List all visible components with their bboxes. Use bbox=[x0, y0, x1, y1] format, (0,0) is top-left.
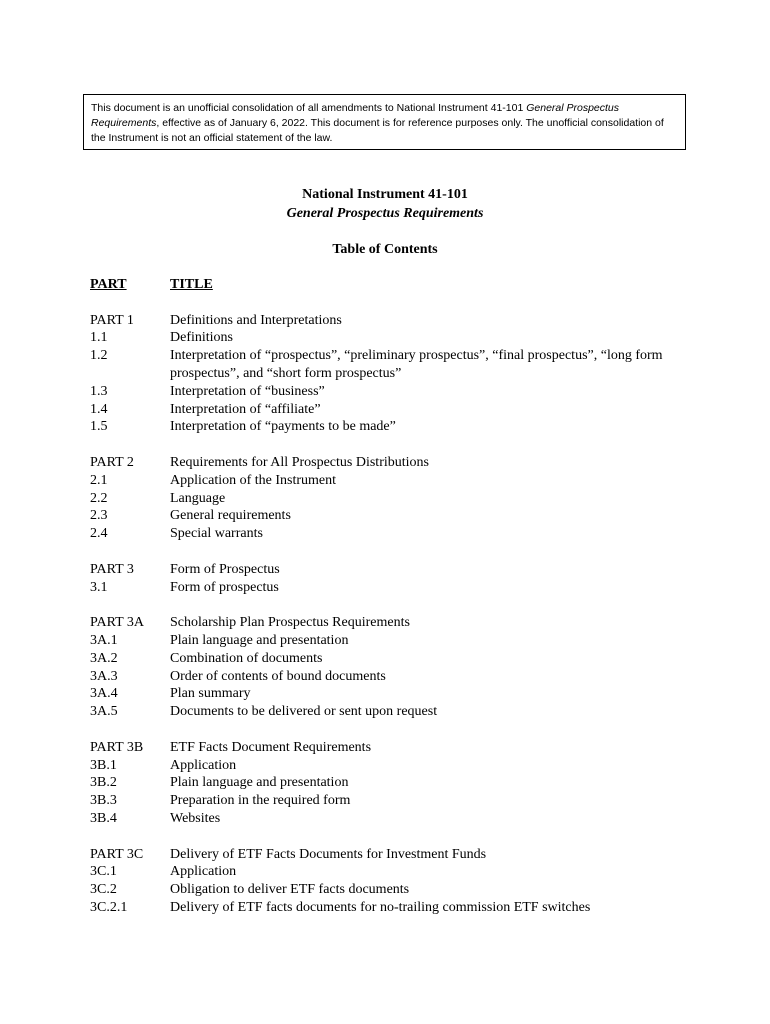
toc-group-spacer bbox=[90, 294, 690, 312]
column-header-title: TITLE bbox=[170, 277, 213, 292]
toc-entry-number: 2.1 bbox=[90, 472, 108, 488]
toc-part-row bbox=[90, 739, 690, 757]
toc-group-spacer bbox=[90, 543, 690, 561]
toc-section-row bbox=[90, 579, 690, 597]
toc-entry-number: PART 2 bbox=[90, 454, 134, 470]
toc-entry-number: 3A.2 bbox=[90, 650, 118, 666]
toc-entry-title: Delivery of ETF facts documents for no-trailing commission ETF switches bbox=[170, 899, 591, 915]
toc-entry-number: 1.1 bbox=[90, 330, 108, 346]
toc-section-row bbox=[90, 774, 690, 792]
toc-entry-number: 1.4 bbox=[90, 401, 108, 417]
toc-section-row bbox=[90, 418, 690, 436]
notice-instrument-name: General Prospectus Requirements bbox=[91, 102, 620, 129]
toc-group-spacer bbox=[90, 436, 690, 454]
toc-group bbox=[90, 614, 690, 721]
toc-entry-title: Obligation to deliver ETF facts documents bbox=[170, 882, 410, 898]
toc-group-spacer bbox=[90, 596, 690, 614]
toc-section-row bbox=[90, 525, 690, 543]
toc-entry-title: Application bbox=[170, 757, 237, 773]
toc-entry-number: PART 3 bbox=[90, 561, 134, 577]
toc-section-row bbox=[90, 810, 690, 828]
toc-entry-title: Application bbox=[170, 864, 237, 880]
toc-section-row bbox=[90, 863, 690, 881]
toc-part-row bbox=[90, 561, 690, 579]
toc-section-row bbox=[90, 685, 690, 703]
toc-section-row bbox=[90, 347, 690, 383]
toc-entry-number: 2.2 bbox=[90, 490, 108, 506]
toc-entry-title: ETF Facts Document Requirements bbox=[170, 739, 372, 755]
toc-entry-number: 3A.5 bbox=[90, 704, 118, 720]
toc-section-row bbox=[90, 899, 690, 917]
toc-column-headers bbox=[90, 276, 690, 294]
toc-entry-title: Scholarship Plan Prospectus Requirements bbox=[170, 615, 410, 631]
toc-section-row bbox=[90, 329, 690, 347]
toc-entry-number: 3A.3 bbox=[90, 668, 118, 684]
toc-entry-title: Combination of documents bbox=[170, 650, 323, 666]
toc-entry-title: Special warrants bbox=[170, 526, 263, 542]
toc-entry-title: Documents to be delivered or sent upon request bbox=[170, 704, 438, 720]
toc-section-row bbox=[90, 632, 690, 650]
toc-section-row bbox=[90, 401, 690, 419]
toc-section-row bbox=[90, 757, 690, 775]
toc-entry-number: 2.3 bbox=[90, 508, 108, 524]
toc-entry-number: 1.2 bbox=[90, 348, 108, 364]
toc-entry-number: PART 3B bbox=[90, 739, 144, 755]
toc-entry-number: 3C.2.1 bbox=[90, 899, 128, 915]
toc-entry-title: Definitions bbox=[170, 330, 233, 346]
toc-entry-number: PART 3C bbox=[90, 846, 144, 862]
column-header-part: PART bbox=[90, 277, 127, 292]
toc-entry-title: Plain language and presentation bbox=[170, 775, 349, 791]
notice-text-start: This document is an unofficial consolidation of all amendments to National Instrument 41-101 bbox=[91, 102, 527, 114]
toc-entry-number: PART 3A bbox=[90, 615, 145, 631]
toc-entry-title: Form of Prospectus bbox=[170, 561, 280, 577]
toc-group bbox=[90, 561, 690, 597]
toc-section-row bbox=[90, 507, 690, 525]
toc-entry-number: 3B.4 bbox=[90, 810, 117, 826]
toc-entry-title: Interpretation of “business” bbox=[170, 383, 325, 399]
toc-entry-number: 3B.2 bbox=[90, 775, 117, 791]
toc-heading: Table of Contents bbox=[332, 242, 438, 257]
toc-section-row bbox=[90, 650, 690, 668]
toc-group bbox=[90, 739, 690, 828]
toc-entry-number: PART 1 bbox=[90, 312, 134, 328]
toc-entry-title: Plan summary bbox=[170, 686, 251, 702]
toc-entry-number: 3C.2 bbox=[90, 882, 117, 898]
toc-entry-title: Order of contents of bound documents bbox=[170, 668, 386, 684]
toc-entry-title: Definitions and Interpretations bbox=[170, 312, 342, 328]
toc-section-row bbox=[90, 383, 690, 401]
toc-group bbox=[90, 846, 690, 917]
toc-group-spacer bbox=[90, 828, 690, 846]
toc-entry-title: Plain language and presentation bbox=[170, 632, 349, 648]
toc-section-row bbox=[90, 881, 690, 899]
toc-entry-title: Websites bbox=[170, 810, 221, 826]
toc-entry-title: Interpretation of “affiliate” bbox=[170, 401, 321, 417]
toc-section-row bbox=[90, 490, 690, 508]
toc-entry-title: Preparation in the required form bbox=[170, 793, 351, 809]
toc-entry-title: Interpretation of “prospectus”, “preliminary prospectus”, “final prospectus”, “long form prospectus”, and “short form prospectus” bbox=[170, 348, 663, 381]
document-subtitle: General Prospectus Requirements bbox=[286, 206, 484, 221]
toc-body bbox=[90, 294, 690, 917]
toc-group-spacer bbox=[90, 721, 690, 739]
toc-entry-number: 3A.4 bbox=[90, 686, 118, 702]
toc-section-row bbox=[90, 703, 690, 721]
toc-group bbox=[90, 312, 690, 437]
toc-section-row bbox=[90, 472, 690, 490]
disclaimer-notice bbox=[83, 94, 686, 150]
toc-section-row bbox=[90, 668, 690, 686]
toc-part-row bbox=[90, 846, 690, 864]
toc-part-row bbox=[90, 454, 690, 472]
toc-entry-number: 3C.1 bbox=[90, 864, 117, 880]
toc-entry-number: 2.4 bbox=[90, 526, 108, 542]
toc-entry-number: 3.1 bbox=[90, 579, 108, 595]
toc-entry-number: 3B.1 bbox=[90, 757, 117, 773]
toc-entry-title: Interpretation of “payments to be made” bbox=[170, 419, 396, 435]
toc-group bbox=[90, 454, 690, 543]
table-of-contents bbox=[90, 276, 690, 917]
toc-entry-title: Application of the Instrument bbox=[170, 472, 337, 488]
toc-part-row bbox=[90, 312, 690, 330]
toc-entry-title: Requirements for All Prospectus Distributions bbox=[170, 454, 429, 470]
toc-entry-title: General requirements bbox=[170, 508, 291, 524]
toc-entry-number: 1.3 bbox=[90, 383, 108, 399]
toc-entry-number: 1.5 bbox=[90, 419, 108, 435]
toc-entry-title: Language bbox=[170, 490, 226, 506]
notice-text-end: , effective as of January 6, 2022. This document is for reference purposes only. The unofficial consolidation of the Instrument is not an official statement of the law. bbox=[91, 117, 664, 144]
document-title: National Instrument 41-101 bbox=[302, 187, 468, 202]
toc-entry-title: Delivery of ETF Facts Documents for Investment Funds bbox=[170, 846, 487, 862]
toc-entry-number: 3B.3 bbox=[90, 793, 117, 809]
toc-section-row bbox=[90, 792, 690, 810]
toc-entry-title: Form of prospectus bbox=[170, 579, 279, 595]
toc-entry-number: 3A.1 bbox=[90, 632, 118, 648]
toc-part-row bbox=[90, 614, 690, 632]
